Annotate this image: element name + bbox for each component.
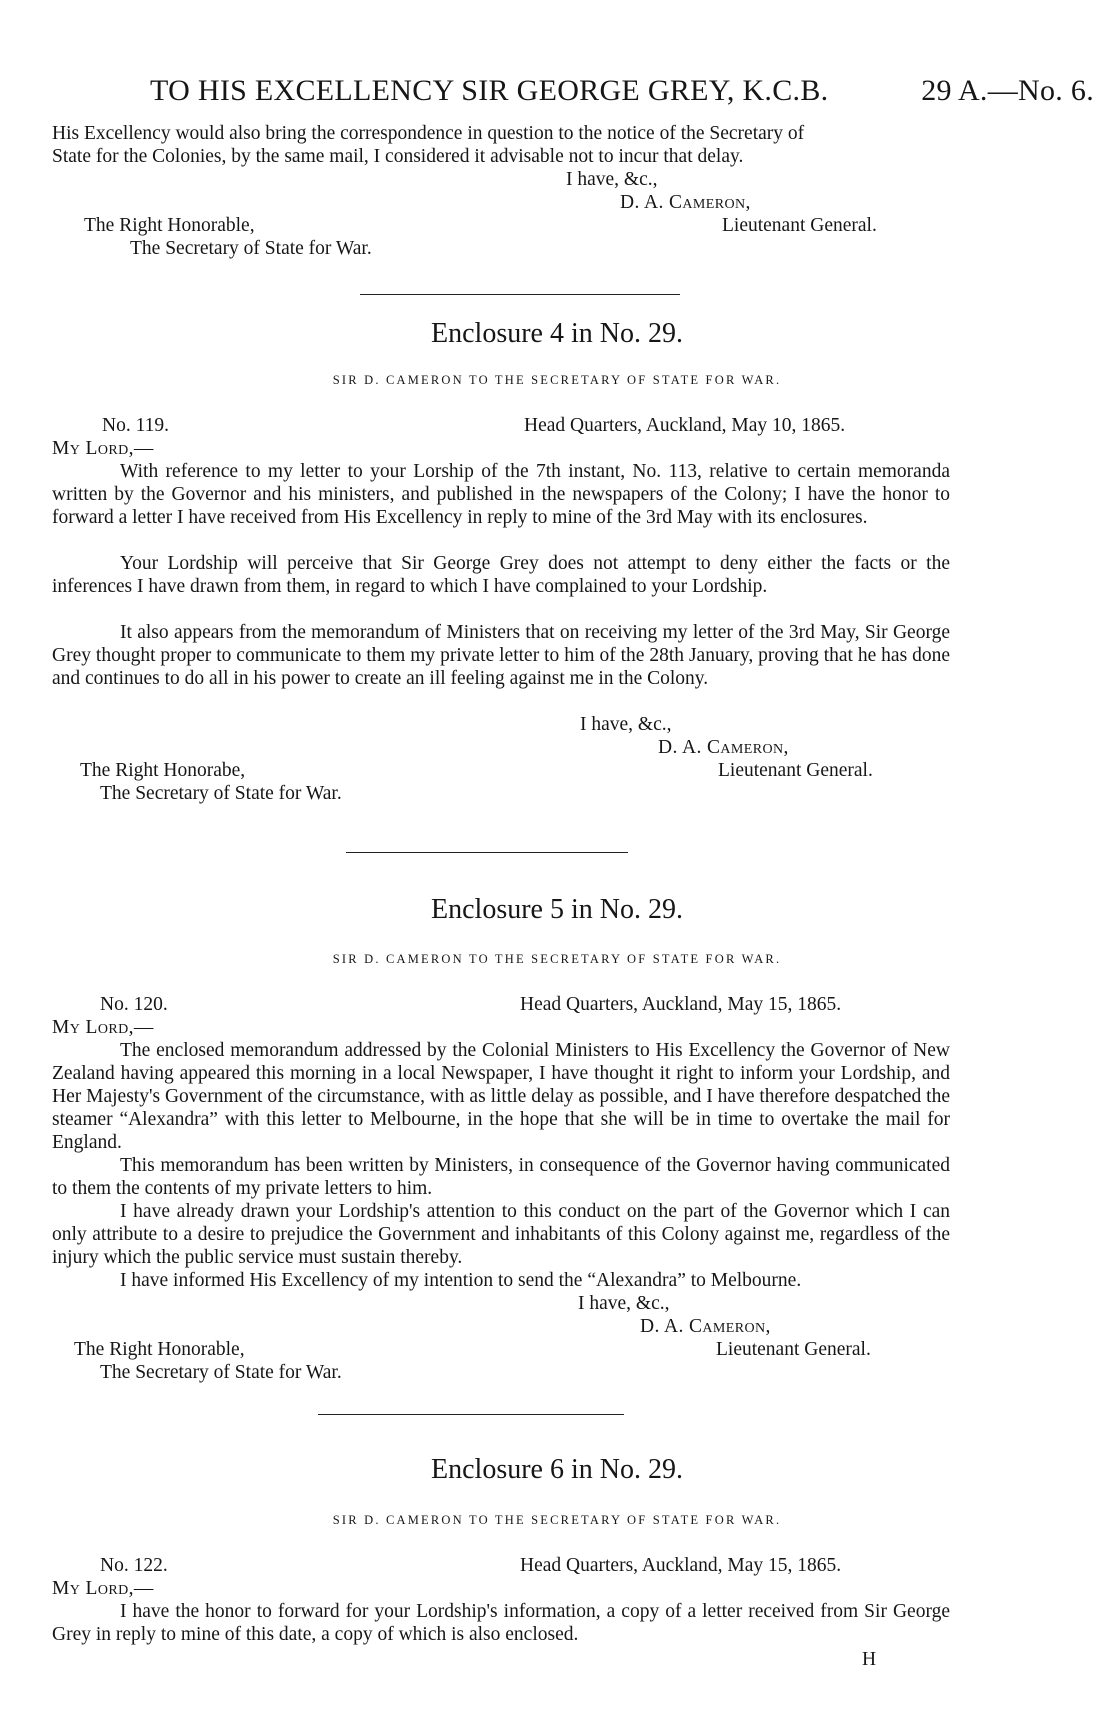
addressee-line-2: The Secretary of State for War. (100, 1362, 342, 1383)
salutation: My Lord,— (52, 1017, 154, 1038)
section-divider (318, 1414, 624, 1415)
signature-mark: H (862, 1649, 877, 1670)
rank: Lieutenant General. (718, 760, 873, 781)
page-reference: 29 A.—No. 6. (921, 74, 1094, 107)
paragraph: The enclosed memorandum addressed by the Colonial Ministers to His Excellency the Governor of New Zealand having appeared this morning in a local Newspaper, I have thought it right to inform your Lordship, and Her Majesty's Government of the circumstance, with as little delay as possible, and I have therefore despatched the steamer “Alexandra” with this letter to Melbourne, in the hope that she will be in time to overtake the mail for England. (52, 1040, 950, 1153)
rank: Lieutenant General. (716, 1339, 871, 1360)
rank: Lieutenant General. (722, 215, 877, 236)
signature: D. A. Cameron, (658, 737, 789, 758)
paragraph: Your Lordship will perceive that Sir George Grey does not attempt to deny either the facts or the inferences I have drawn from them, in regard to which I have complained to your Lordship. (52, 553, 950, 597)
addressee-line-2: The Secretary of State for War. (130, 238, 372, 259)
place-date: Head Quarters, Auckland, May 15, 1865. (520, 1555, 842, 1576)
enclosure-4-title: Enclosure 4 in No. 29. (431, 318, 683, 349)
signature: D. A. Cameron, (640, 1316, 771, 1337)
section-divider (346, 852, 628, 853)
addressee-line-1: The Right Honorabe, (80, 760, 246, 781)
paragraph: I have the honor to forward for your Lordship's information, a copy of a letter received from Sir George Grey in reply to mine of this date, a copy of which is also enclosed. (52, 1601, 950, 1645)
enclosure-6-title: Enclosure 6 in No. 29. (431, 1454, 683, 1485)
enclosure-5-title: Enclosure 5 in No. 29. (431, 894, 683, 925)
place-date: Head Quarters, Auckland, May 10, 1865. (524, 415, 846, 436)
paragraph: I have already drawn your Lordship's attention to this conduct on the part of the Governor which I can only attribute to a desire to prejudice the Government and inhabitants of this Colony against me, regardless of the injury which the public service must sustain thereby. (52, 1201, 950, 1268)
running-header-title: TO HIS EXCELLENCY SIR GEORGE GREY, K.C.B. (150, 74, 829, 107)
letter-number: No. 122. (100, 1555, 168, 1576)
enclosure-6-subtitle: SIR D. CAMERON TO THE SECRETARY OF STATE FOR WAR. (332, 1513, 782, 1527)
addressee-line-2: The Secretary of State for War. (100, 783, 342, 804)
place-date: Head Quarters, Auckland, May 15, 1865. (520, 994, 842, 1015)
enclosure-4-subtitle: SIR D. CAMERON TO THE SECRETARY OF STATE FOR WAR. (332, 373, 782, 387)
paragraph: With reference to my letter to your Lorship of the 7th instant, No. 113, relative to certain memoranda written by the Governor and his ministers, and published in the newspapers of the Colony; I have the honor to forward a letter I have received from His Excellency in reply to mine of the 3rd May with its enclosures. (52, 461, 950, 528)
salutation: My Lord,— (52, 438, 154, 459)
section-divider (360, 294, 680, 295)
paragraph: This memorandum has been written by Ministers, in consequence of the Governor having communicated to them the contents of my private letters to him. (52, 1155, 950, 1199)
paragraph: It also appears from the memorandum of Ministers that on receiving my letter of the 3rd May, Sir George Grey thought proper to communicate to them my private letter to him of the 28th January, proving that he has done and continues to do all in his power to create an ill feeling against me in the Colony. (52, 622, 950, 689)
letter-number: No. 119. (102, 415, 169, 436)
continuation-line-2: State for the Colonies, by the same mail, I considered it advisable not to incur that delay. (52, 146, 744, 167)
paragraph: I have informed His Excellency of my intention to send the “Alexandra” to Melbourne. (120, 1270, 802, 1291)
signature: D. A. Cameron, (620, 192, 751, 213)
letter-number: No. 120. (100, 994, 168, 1015)
addressee-line-1: The Right Honorable, (74, 1339, 245, 1360)
closing: I have, &c., (578, 1293, 670, 1314)
enclosure-5-subtitle: SIR D. CAMERON TO THE SECRETARY OF STATE FOR WAR. (332, 952, 782, 966)
continuation-line-1: His Excellency would also bring the correspondence in question to the notice of the Secretary of (52, 123, 805, 144)
addressee-line-1: The Right Honorable, (84, 215, 255, 236)
closing: I have, &c., (580, 714, 672, 735)
salutation: My Lord,— (52, 1578, 154, 1599)
closing: I have, &c., (566, 169, 658, 190)
